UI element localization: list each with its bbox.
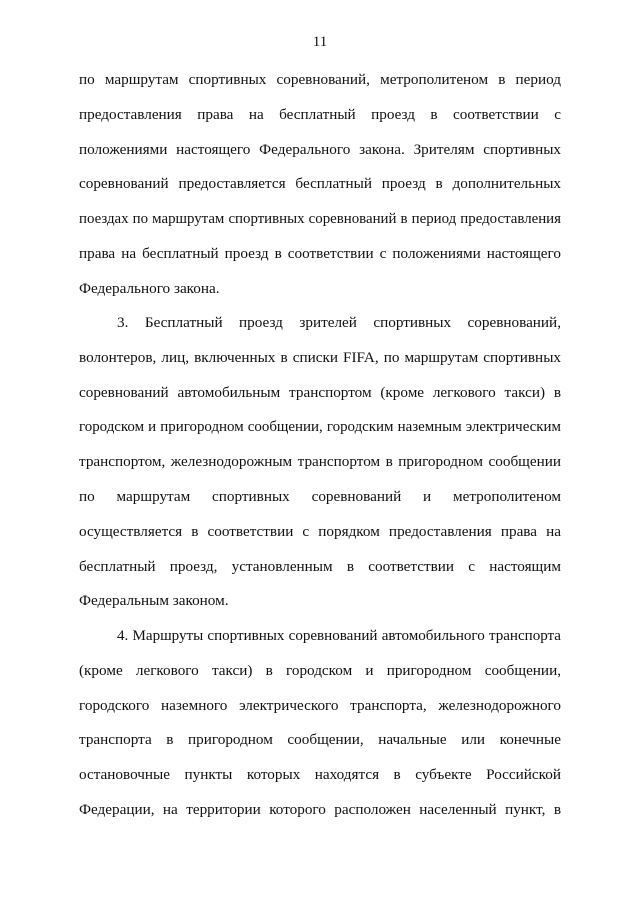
text-line: 3. Бесплатный проезд зрителей спортивных соревнований, <box>117 314 561 331</box>
text-line: положениями настоящего Федерального закона. Зрителям спортивных <box>79 140 561 158</box>
text-line: (кроме легкового такси) в городском и пригородном сообщении, <box>79 661 561 679</box>
text-line: поездах по маршрутам спортивных соревнований в период предоставления <box>79 211 561 228</box>
text-line: Федеральным законом. <box>79 592 229 610</box>
text-line: по маршрутам спортивных соревнований, метрополитеном в период <box>79 71 561 88</box>
page-number: 11 <box>312 34 328 50</box>
text-line: осуществляется в соответствии с порядком предоставления права на <box>79 522 561 540</box>
paragraph-3 <box>79 619 561 828</box>
text-line: городского наземного электрического транспорта, железнодорожного <box>79 696 561 714</box>
text-line: Федерации, на территории которого расположен населенный пункт, в <box>79 800 561 818</box>
text-line: предоставления права на бесплатный проезд в соответствии с <box>79 105 561 123</box>
text-line: бесплатный проезд, установленным в соответствии с настоящим <box>79 557 561 575</box>
text-line: волонтеров, лиц, включенных в списки FIFA, по маршрутам спортивных <box>79 348 561 366</box>
paragraph-1 <box>79 63 561 307</box>
text-line: городском и пригородном сообщении, городским наземным электрическим <box>79 419 561 436</box>
text-line: соревнований предоставляется бесплатный проезд в дополнительных <box>79 175 561 193</box>
text-line: соревнований автомобильным транспортом (кроме легкового такси) в <box>79 383 561 401</box>
paragraph-2 <box>79 306 561 619</box>
text-line: остановочные пункты которых находятся в субъекте Российской <box>79 766 561 784</box>
text-line: 4. Маршруты спортивных соревнований автомобильного транспорта <box>117 628 561 644</box>
text-line: транспортом, железнодорожным транспортом в пригородном сообщении <box>79 453 561 471</box>
text-line: по маршрутам спортивных соревнований и метрополитеном <box>79 487 561 505</box>
text-line: транспорта в пригородном сообщении, начальные или конечные <box>79 731 561 749</box>
text-line: права на бесплатный проезд в соответствии с положениями настоящего <box>79 244 561 262</box>
text-line: Федерального закона. <box>79 279 220 297</box>
